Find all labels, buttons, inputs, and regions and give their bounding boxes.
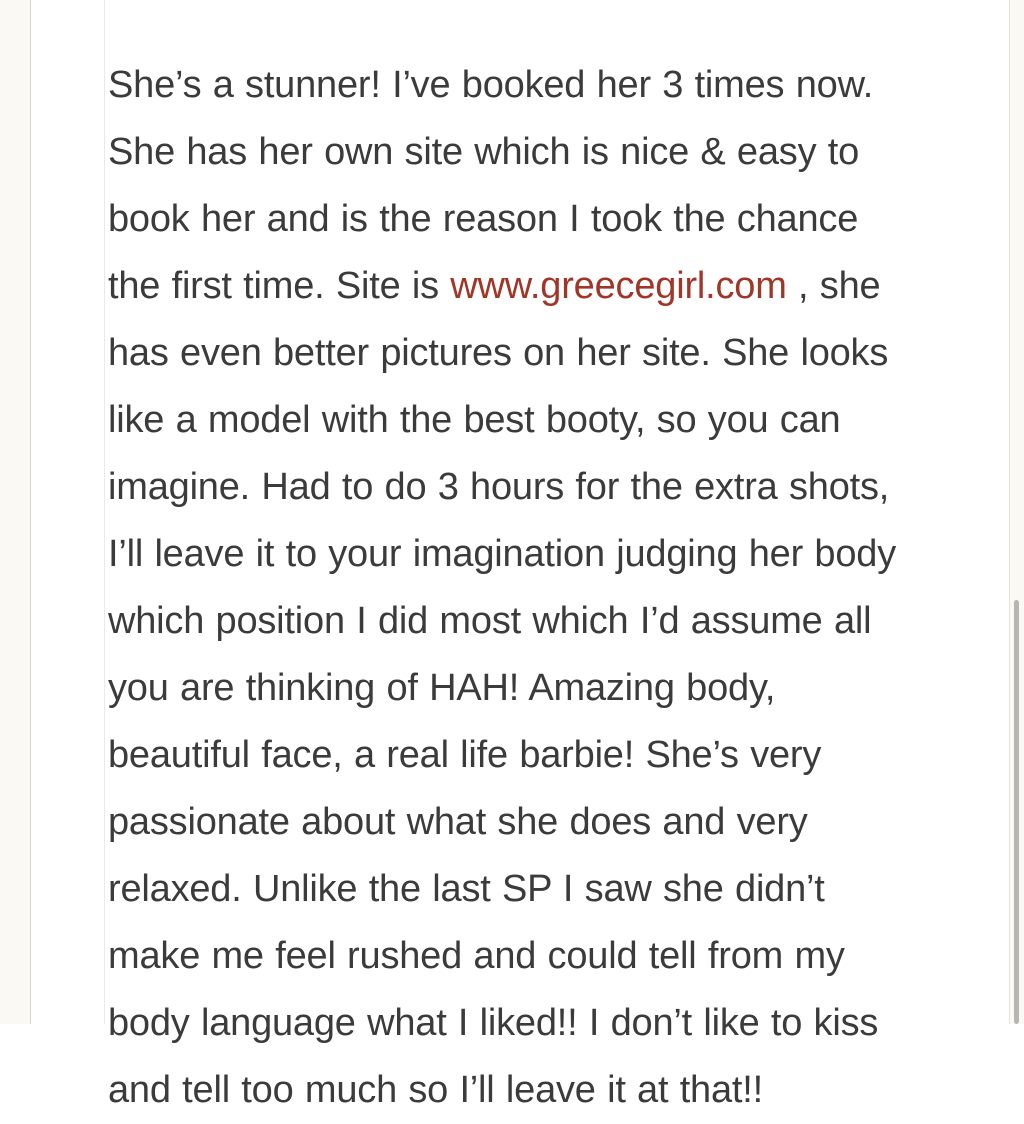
vertical-scrollbar-track[interactable] [1014, 0, 1022, 1024]
content-left-rule [104, 0, 105, 1024]
review-text-before-link: She’s a stunner! I’ve booked her 3 times now. She has her own site which is nice & easy to book her and is the reason I took the chance the first time. Site is [108, 64, 874, 307]
review-text-after-link: , she has even better pictures on her site. She looks like a model with the best booty, so you can imagine. Had to do 3 hours for the extra shots, I’ll leave it to your imagination judging her body which position I did most which I’d assume all you are thinking of HAH! Amazing body, beautiful face, a real life barbie! She’s very passionate about what she does and very relaxed. Unlike the last SP I saw she didn’t make me feel rushed and could tell from my body language what I liked!! I don’t like to kiss and tell too much so I’ll leave it at that!! [108, 265, 897, 1111]
left-gutter [31, 0, 104, 1024]
left-margin-strip [0, 0, 30, 1024]
vertical-scrollbar-thumb[interactable] [1014, 600, 1019, 1024]
website-link[interactable]: www.greecegirl.com [450, 265, 787, 307]
review-body-text [108, 52, 920, 1124]
